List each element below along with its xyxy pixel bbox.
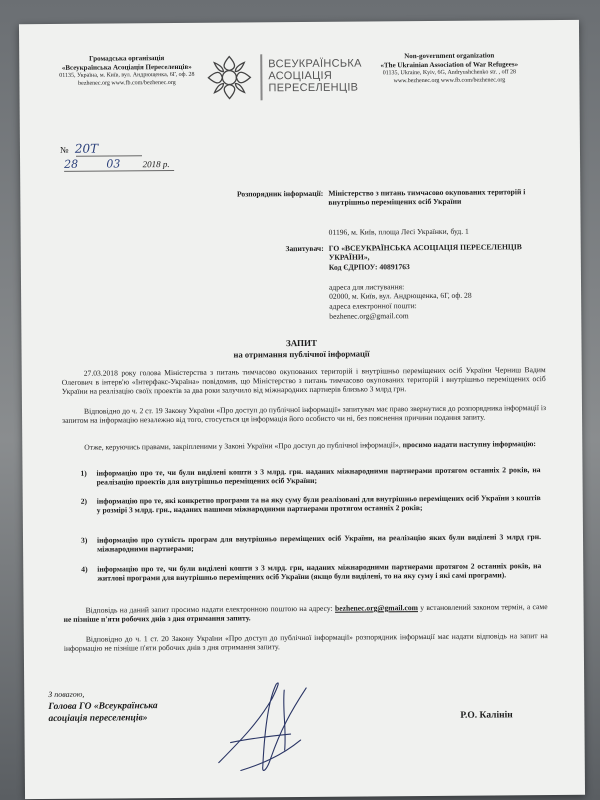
contact-address: 02000, м. Київ, вул. Андрющенка, 6Г, оф. 28 — [329, 290, 472, 301]
response-method-start: Відповідь на даний запит просимо надати електронною поштою на адресу: — [85, 603, 333, 615]
association-logo-icon — [204, 52, 254, 102]
manager-name: Міністерство з питань тимчасово окупованих територій і внутрішньо переміщених осіб України — [328, 187, 526, 207]
outgoing-date-line — [64, 157, 224, 171]
logo-line-2: АСОЦІАЦІЯ — [268, 69, 333, 83]
manager-label: Розпорядник інформації: — [236, 188, 324, 199]
requester-name: ГО «ВСЕУКРАЇНСЬКА АСОЦІАЦІЯ ПЕРЕСЕЛЕНЦІВ УКРАЇНИ», — [328, 242, 522, 262]
respect-line: З повагою, — [48, 689, 85, 700]
outgoing-number-line — [60, 142, 98, 156]
request-subtitle: на отримання публічної інформації — [233, 348, 370, 360]
org-type-en: Non-government organization — [404, 51, 495, 61]
signer-position-line-2: асоціація переселенців» — [48, 713, 148, 725]
item-number-4: 4) — [81, 564, 88, 574]
item-number-3: 3) — [80, 535, 88, 545]
paragraph-context: 27.03.2018 року голова Міністерства з питань тимчасово окупованих територій і внутрішньо переміщених осіб України Черниш Вадим Олегович в інтерв'ю «Інтерфакс-Україна» повідомив, що Міністерство з питань тимчасово окупованих територій і внутрішньо переміщених осіб України на реалізацію своїх проектів за два роки залучило від міжнародних партнерів близько 3 млрд грн. — [61, 365, 546, 396]
paragraph-legal-basis — [62, 403, 546, 425]
org-address-en: 01135, Ukraine, Kyiv, 6G, Andryushchenko str. , off 28 — [382, 69, 517, 77]
paragraph-response-method — [64, 602, 548, 624]
outgoing-year: 2018 р. — [142, 159, 170, 170]
requester-label: Запитувач: — [285, 243, 324, 254]
item-text-2: інформацію про те, які конкретно програми та на яку суму були реалізовані для внутрішньо переміщених осіб України з коштів у розмірі 3 млрд. грн., наданих нашими міжнародними партнерами протягом останніх 2 років; — [96, 493, 541, 515]
request-intro-text: Отже, керуючись правами, закріпленими у Законі України «Про доступ до публічної інформації», — [84, 440, 401, 452]
paragraph-request-intro — [62, 439, 546, 452]
email-label: адреса електронної пошти: — [329, 301, 417, 311]
date-underline — [64, 170, 174, 172]
contact-label: адреса для листування: — [329, 282, 405, 292]
org-name-ua: «Всеукраїнська Асоціація Переселенців» — [61, 62, 192, 72]
logo-wordmark — [268, 58, 362, 95]
signer-position-line-1: Голова ГО «Всеукраїнська — [48, 701, 158, 713]
item-text-4: інформацію про те, чи були виділені кошти з 3 млрд. грн, наданих міжнародними партнерами протягом 2 останніх років, на житлові програми для внутрішньо переміщених осіб України (якщо були виділені, то на яку суму і які самі програми). — [97, 561, 542, 583]
item-text-1: інформацію про те, чи були виділені кошти з 3 млрд. грн. наданих міжнародними партнерами протягом останніх 2 років, на реалізацію проектів для внутрішньо переміщених осіб України; — [96, 465, 541, 487]
response-email-link[interactable]: bezhenec.org@gmail.com — [334, 603, 419, 613]
document-page — [19, 20, 585, 799]
manager-address: 01196, м. Київ, площа Лесі Українки, буд. 1 — [328, 226, 469, 237]
item-text-3: інформацію про сутність програм для внутрішньо переміщених осіб України, на реалізацію яких були виділені 3 млрд грн. міжнародними партнерами; — [96, 532, 542, 554]
logo-line-3: ПЕРЕСЕЛЕНЦІВ — [268, 81, 359, 95]
logo-line-1: ВСЕУКРАЇНСЬКА — [268, 57, 362, 71]
header-right-block — [359, 52, 539, 85]
org-web-en: www.bezhenec.org www.fb.com/bezhenec.org — [393, 76, 506, 84]
header-left-block — [39, 55, 214, 88]
signer-name: Р.О. Калінін — [460, 710, 513, 721]
number-prefix: № — [59, 144, 69, 155]
requester-email: bezhenec.org@gmail.com — [329, 311, 409, 321]
request-title: ЗАПИТ — [285, 337, 318, 349]
paragraph-legal-deadline: Відповідно до ч. 1 ст. 20 Закону України «Про доступ до публічної інформації» розпорядник інформації має надати відповідь на запит на інформацію не пізніше п'яти робочих днів з дня отримання запиту. — [63, 631, 548, 653]
outgoing-month: 03 — [106, 157, 121, 171]
item-number-2: 2) — [80, 496, 88, 506]
logo-divider — [260, 54, 262, 100]
paragraph-legal-basis-text: Відповідно до ч. 2 ст. 19 Закону України «Про доступ до публічної інформації» запитувач має право звернутися до розпорядника інформації із запитом на інформацію незалежно від того, стосується ця інформація його особисто чи ні, без пояснення причини подання запиту. — [62, 403, 547, 425]
response-deadline: не пізніше п'яти робочих днів з дня отримання запиту. — [63, 613, 251, 624]
org-web-ua: bezhenec.org www.fb.com/bezhenec.org — [78, 79, 176, 87]
outgoing-number: 20Т — [74, 141, 99, 156]
response-method-mid: у встановлений законом термін, а саме — [420, 602, 548, 613]
requester-code: Код ЄДРПОУ: 40891763 — [328, 262, 410, 272]
org-type-ua: Громадська організація — [89, 54, 165, 63]
signer-position — [48, 700, 157, 725]
handwritten-signature — [210, 670, 331, 781]
org-name-en: «The Ukrainian Association of War Refugees» — [380, 59, 519, 69]
request-intro-bold: просимо надати наступну інформацію: — [400, 439, 536, 450]
org-address-ua: 01135, Україна, м. Київ, вул. Андрющенка, 6Г, оф. 28 — [59, 71, 195, 79]
item-number-1: 1) — [80, 468, 87, 478]
outgoing-day: 28 — [64, 157, 79, 171]
